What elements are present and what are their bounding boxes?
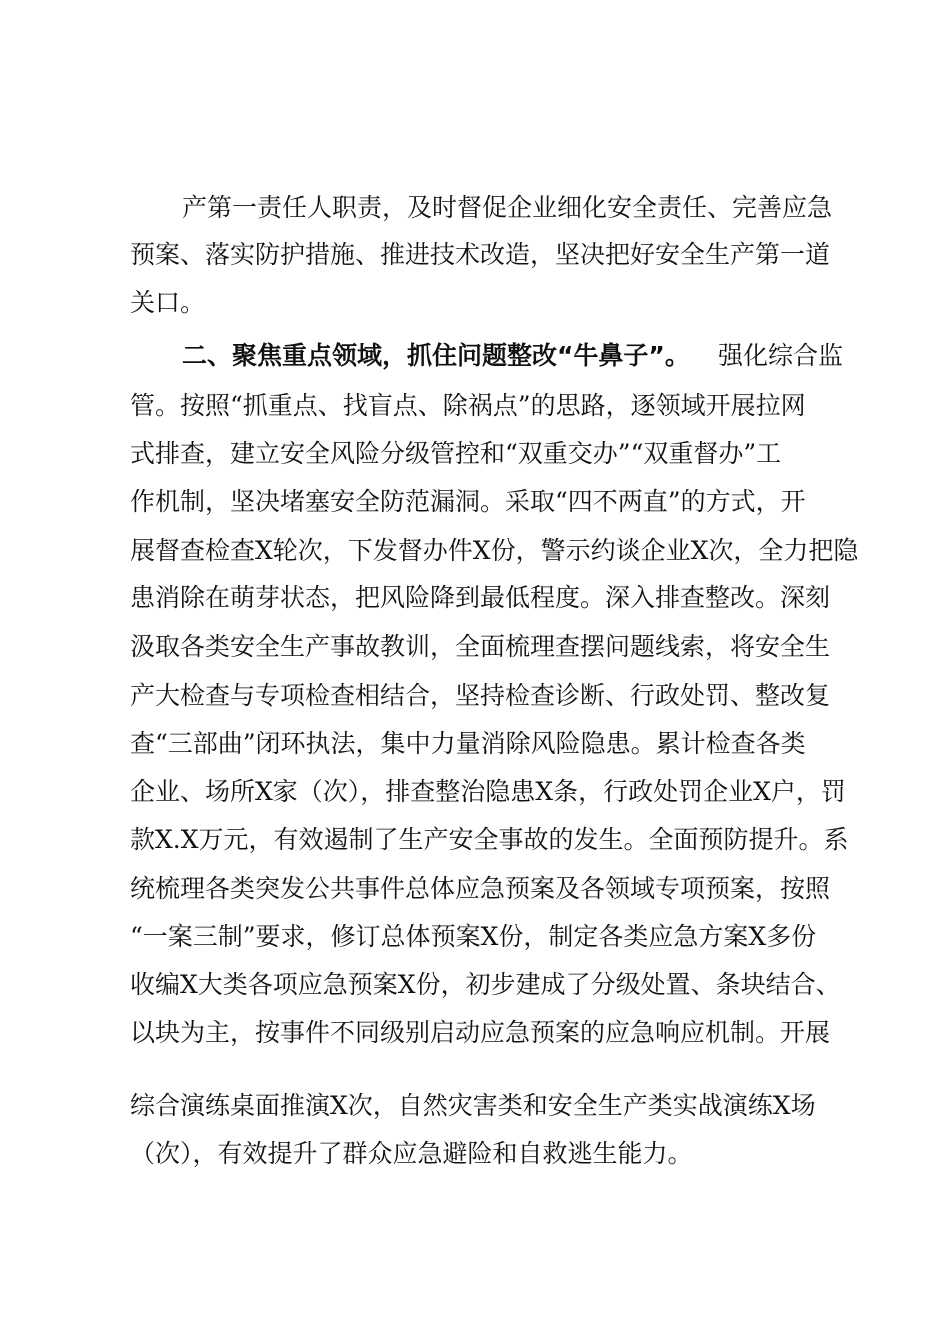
text-line xyxy=(0,727,950,761)
section-heading: 二、聚焦重点领域，抓住问题整改“牛鼻子”。 xyxy=(182,341,690,370)
paragraph-text: 综合演练桌面推演X次，自然灾害类和安全生产类实战演练X场 xyxy=(130,1091,816,1120)
text-line xyxy=(0,920,950,954)
paragraph-text: 收编X大类各项应急预案X份，初步建成了分级处置、条块结合、 xyxy=(130,970,841,999)
text-line xyxy=(0,534,950,568)
text-line xyxy=(0,1016,950,1050)
paragraph-text: 式排查，建立安全风险分级管控和“双重交办”“双重督办”工 xyxy=(130,439,782,468)
text-line xyxy=(0,191,950,225)
paragraph-text: 以块为主，按事件不同级别启动应急预案的应急响应机制。开展 xyxy=(130,1018,831,1047)
paragraph-text: 查“三部曲”闭环执法，集中力量消除风险隐患。累计检查各类 xyxy=(130,729,806,758)
text-line xyxy=(0,339,950,373)
text-line xyxy=(0,679,950,713)
text-line xyxy=(0,389,950,423)
paragraph-text: 企业、场所X家（次），排查整治隐患X条，行政处罚企业X户，罚 xyxy=(130,777,846,806)
paragraph-text: （次），有效提升了群众应急避险和自救逃生能力。 xyxy=(130,1139,693,1168)
paragraph-text: 预案、落实防护措施、推进技术改造，坚决把好安全生产第一道 xyxy=(130,240,831,269)
paragraph-text: 产第一责任人职责，及时督促企业细化安全责任、完善应急 xyxy=(182,193,833,222)
text-line xyxy=(0,437,950,471)
text-line xyxy=(0,968,950,1002)
paragraph-text: 强化综合监 xyxy=(718,341,844,370)
text-line xyxy=(0,775,950,809)
text-line xyxy=(0,286,950,320)
paragraph-text: 款X.X万元，有效遏制了生产安全事故的发生。全面预防提升。系 xyxy=(130,825,849,854)
paragraph-text: 关口。 xyxy=(130,288,206,317)
paragraph-text: 管。按照“抓重点、找盲点、除祸点”的思路，逐领域开展拉网 xyxy=(130,391,806,420)
text-line xyxy=(0,872,950,906)
paragraph-text: “一案三制”要求，修订总体预案X份，制定各类应急方案X多份 xyxy=(130,922,817,951)
text-line xyxy=(0,630,950,664)
text-line xyxy=(0,485,950,519)
paragraph-text: 作机制，坚决堵塞安全防范漏洞。采取“四不两直”的方式，开 xyxy=(130,487,806,516)
text-line xyxy=(0,823,950,857)
text-line xyxy=(0,238,950,272)
paragraph-text: 展督查检查X轮次，下发督办件X份，警示约谈企业X次，全力把隐 xyxy=(130,536,859,565)
text-line xyxy=(0,1137,950,1171)
paragraph-text: 产大检查与专项检查相结合，坚持检查诊断、行政处罚、整改复 xyxy=(130,681,831,710)
text-line xyxy=(0,581,950,615)
paragraph-text: 患消除在萌芽状态，把风险降到最低程度。深入排查整改。深刻 xyxy=(130,583,831,612)
paragraph-text: 汲取各类安全生产事故教训，全面梳理查摆问题线索，将安全生 xyxy=(130,632,831,661)
text-line xyxy=(0,1089,950,1123)
paragraph-text: 统梳理各类突发公共事件总体应急预案及各领域专项预案，按照 xyxy=(130,874,831,903)
